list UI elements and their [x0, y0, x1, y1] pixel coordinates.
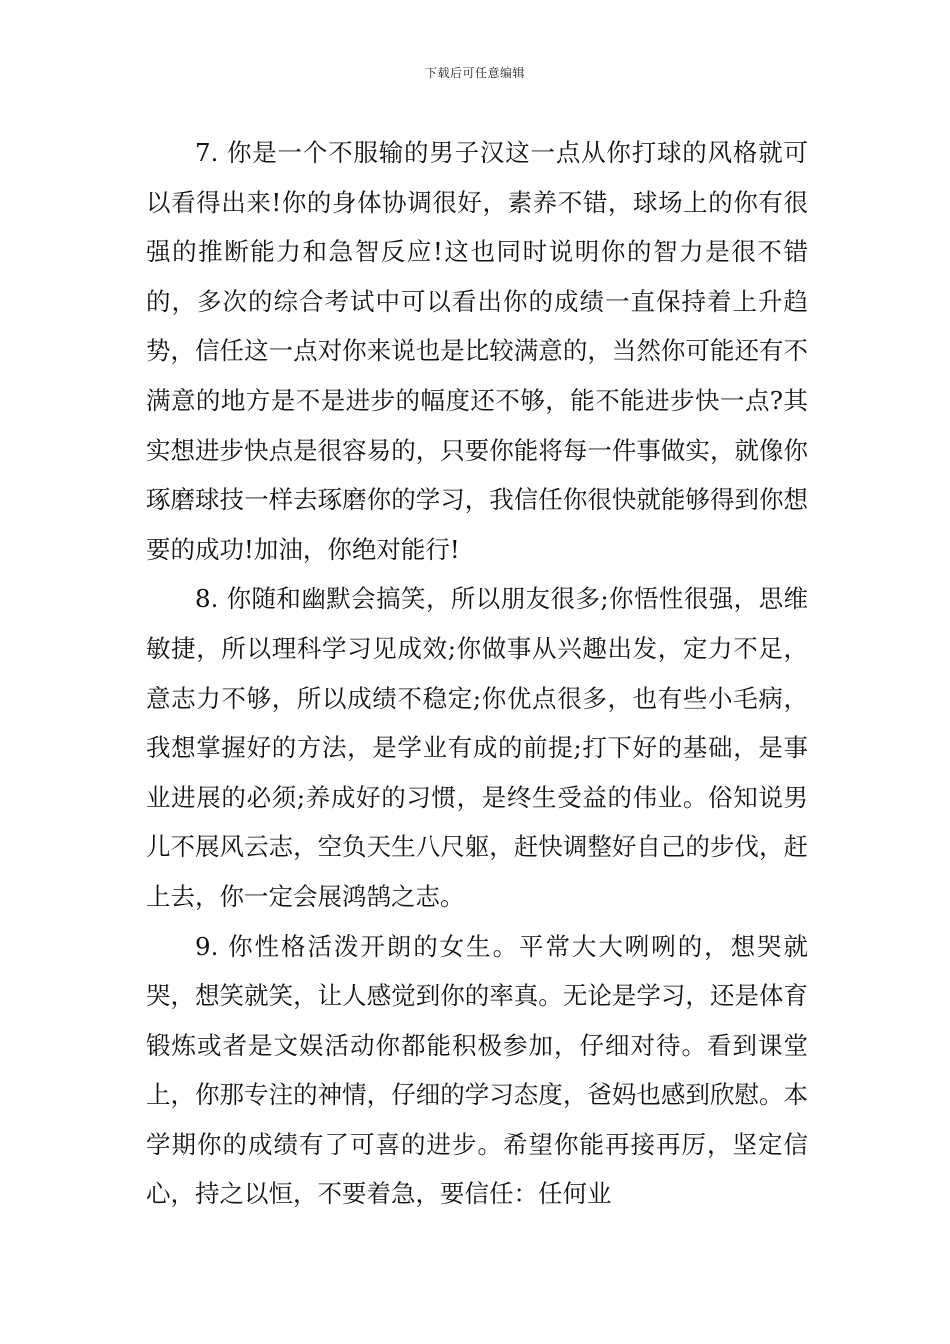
document-body [146, 128, 808, 1219]
paragraph-8: 8. 你随和幽默会搞笑，所以朋友很多;你悟性很强，思维敏捷，所以理科学习见成效;你做事从兴趣出发，定力不足，意志力不够，所以成绩不稳定;你优点很多，也有些小毛病，我想掌握好的方法，是学业有成的前提;打下好的基础，是事业进展的必须;养成好的习惯，是终生受益的伟业。俗知说男儿不展风云志，空负天生八尺躯，赶快调整好自己的步伐，赶上去，你一定会展鸿鹄之志。 [146, 584, 808, 911]
page-header: 下载后可任意编辑 [424, 66, 525, 80]
paragraph-7: 7. 你是一个不服输的男子汉这一点从你打球的风格就可以看得出来!你的身体协调很好，素养不错，球场上的你有很强的推断能力和急智反应!这也同时说明你的智力是很不错的，多次的综合考试中可以看出你的成绩一直保持着上升趋势，信任这一点对你来说也是比较满意的，当然你可能还有不满意的地方是不是进步的幅度还不够，能不能进步快一点?其实想进步快点是很容易的，只要你能将每一件事做实，就像你琢磨球技一样去琢磨你的学习，我信任你很快就能够得到你想要的成功!加油，你绝对能行! [146, 138, 808, 564]
paragraph-9: 9. 你性格活泼开朗的女生。平常大大咧咧的，想哭就哭，想笑就笑，让人感觉到你的率真。无论是学习，还是体育锻炼或者是文娱活动你都能积极参加，仔细对待。看到课堂上，你那专注的神情，仔细的学习态度，爸妈也感到欣慰。本学期你的成绩有了可喜的进步。希望你能再接再厉，坚定信心，持之以恒，不要着急，要信任：任何业 [146, 931, 808, 1209]
